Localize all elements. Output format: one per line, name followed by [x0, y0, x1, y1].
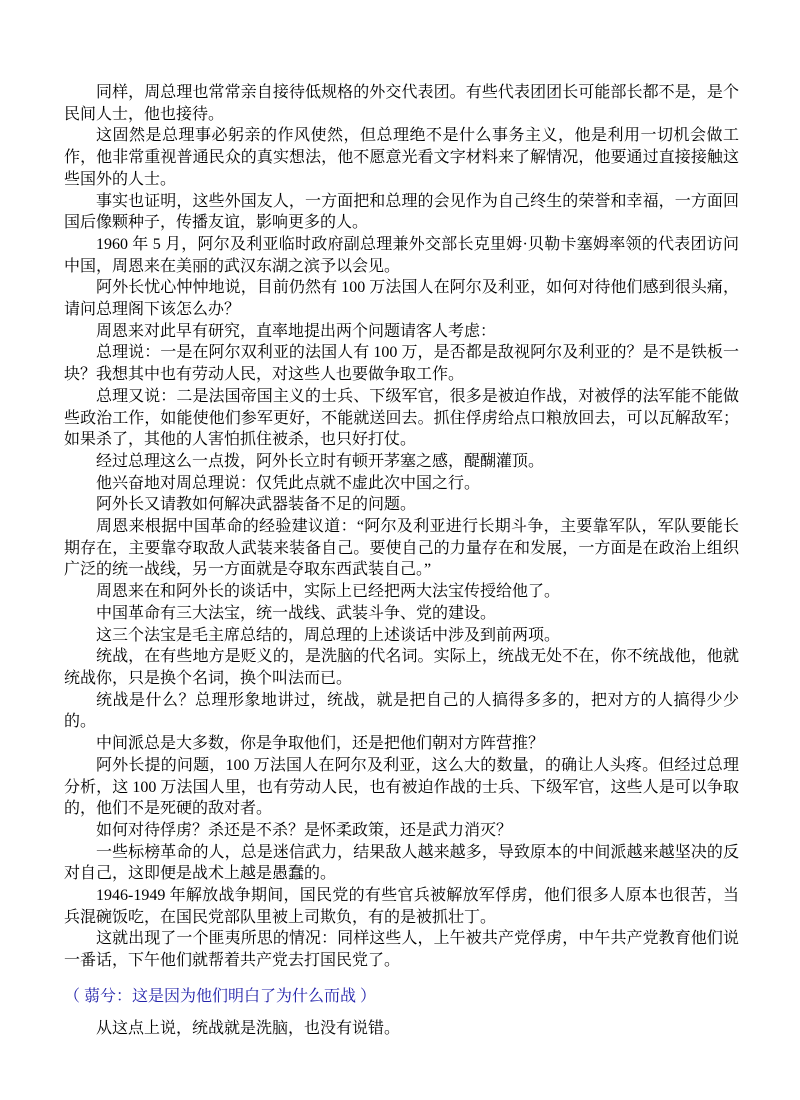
paragraph: 阿外长又请教如何解决武器装备不足的问题。: [96, 496, 417, 514]
paragraph: 周恩来在和阿外长的谈话中，实际上已经把两大法宝传授给他了。: [96, 583, 561, 601]
paragraph: 统战是什么？总理形象地讲过，统战，就是把自己的人搞得多多的，把对方的人搞得少少的。: [64, 691, 739, 731]
annotation-note: （ 蒻兮：这是因为他们明白了为什么而战 ）: [64, 987, 377, 1005]
paragraph: 总理说：一是在阿尔双利亚的法国人有 100 万，是否都是敌视阿尔及利亚的？是不是铁板一块？我想其中也有劳动人民，对这些人也要做争取工作。: [64, 344, 739, 384]
paragraph: 周恩来对此早有研究，直率地提出两个问题请客人考虑：: [96, 322, 497, 340]
paragraph: 这就出现了一个匪夷所思的情况：同样这些人，上午被共产党俘虏，中午共产党教育他们说一番话，下午他们就帮着共产党去打国民党了。: [64, 930, 739, 970]
paragraph: 这三个法宝是毛主席总结的，周总理的上述谈话中涉及到前两项。: [96, 626, 561, 644]
paragraph: 总理又说：二是法国帝国主义的士兵、下级军官，很多是被迫作战，对被俘的法军能不能做些政治工作，如能使他们参军更好，不能就送回去。抓住俘虏给点口粮放回去，可以瓦解敌军；如果杀了，其他的人害怕抓住被杀，也只好打仗。: [64, 387, 739, 449]
document-body: [64, 82, 739, 1039]
paragraph: 事实也证明，这些外国友人，一方面把和总理的会见作为自己终生的荣誉和幸福，一方面回国后像颗种子，传播友谊，影响更多的人。: [64, 192, 739, 232]
paragraph: 1946-1949 年解放战争期间，国民党的有些官兵被解放军俘虏，他们很多人原本也很苦，当兵混碗饭吃，在国民党部队里被上司欺负，有的是被抓壮丁。: [64, 887, 739, 926]
paragraph: 如何对待俘虏？杀还是不杀？是怀柔政策，还是武力消灭？: [96, 821, 513, 839]
paragraph: 经过总理这么一点拨，阿外长立时有顿开茅塞之感，醍醐灌顶。: [96, 452, 545, 470]
paragraph: 周恩来根据中国革命的经验建议道：“阿尔及利亚进行长期斗争，主要靠军队，军队要能长期存在，主要靠夺取敌人武装来装备自己。要使自己的力量存在和发展，一方面是在政治上组织广泛的统一战线，另一方面就是夺取东西武装自己。”: [64, 518, 739, 579]
paragraph: 统战，在有些地方是贬义的，是洗脑的代名词。实际上，统战无处不在，你不统战他，他就统战你，只是换个名词，换个叫法而已。: [64, 648, 739, 687]
paragraph: 一些标榜革命的人，总是迷信武力，结果敌人越来越多，导致原本的中间派越来越坚决的反对自己，这即便是战术上越是愚蠢的。: [64, 843, 739, 883]
paragraph: 阿外长忧心忡忡地说，目前仍然有 100 万法国人在阿尔及利亚，如何对待他们感到很头痛，请问总理阁下该怎么办？: [64, 279, 739, 319]
paragraph: 他兴奋地对周总理说：仅凭此点就不虚此次中国之行。: [96, 474, 481, 492]
closing-paragraph: 从这点上说，统战就是洗脑，也没有说错。: [96, 1019, 401, 1037]
paragraph: 同样，周总理也常常亲自接待低规格的外交代表团。有些代表团团长可能部长都不是，是个民间人士，他也接待。: [64, 84, 739, 123]
paragraph: 中国革命有三大法宝，统一战线、武装斗争、党的建设。: [96, 604, 497, 622]
paragraph: 1960 年 5 月，阿尔及利亚临时政府副总理兼外交部长克里姆·贝勒卡塞姆率领的代表团访问中国，周恩来在美丽的武汉东湖之滨予以会见。: [64, 235, 739, 275]
paragraph: 这固然是总理事必躬亲的作风使然，但总理绝不是什么事务主义，他是利用一切机会做工作，他非常重视普通民众的真实想法，他不愿意光看文字材料来了解情况，他要通过直接接触这些国外的人士。: [64, 127, 739, 188]
paragraph: 阿外长提的问题，100 万法国人在阿尔及利亚，这么大的数量，的确让人头疼。但经过总理分析，这 100 万法国人里，也有劳动人民，也有被迫作战的士兵、下级军官，这些人是可以争取的，他们不是死硬的敌对者。: [64, 756, 739, 818]
paragraph: 中间派总是大多数，你是争取他们，还是把他们朝对方阵营推？: [96, 735, 545, 753]
